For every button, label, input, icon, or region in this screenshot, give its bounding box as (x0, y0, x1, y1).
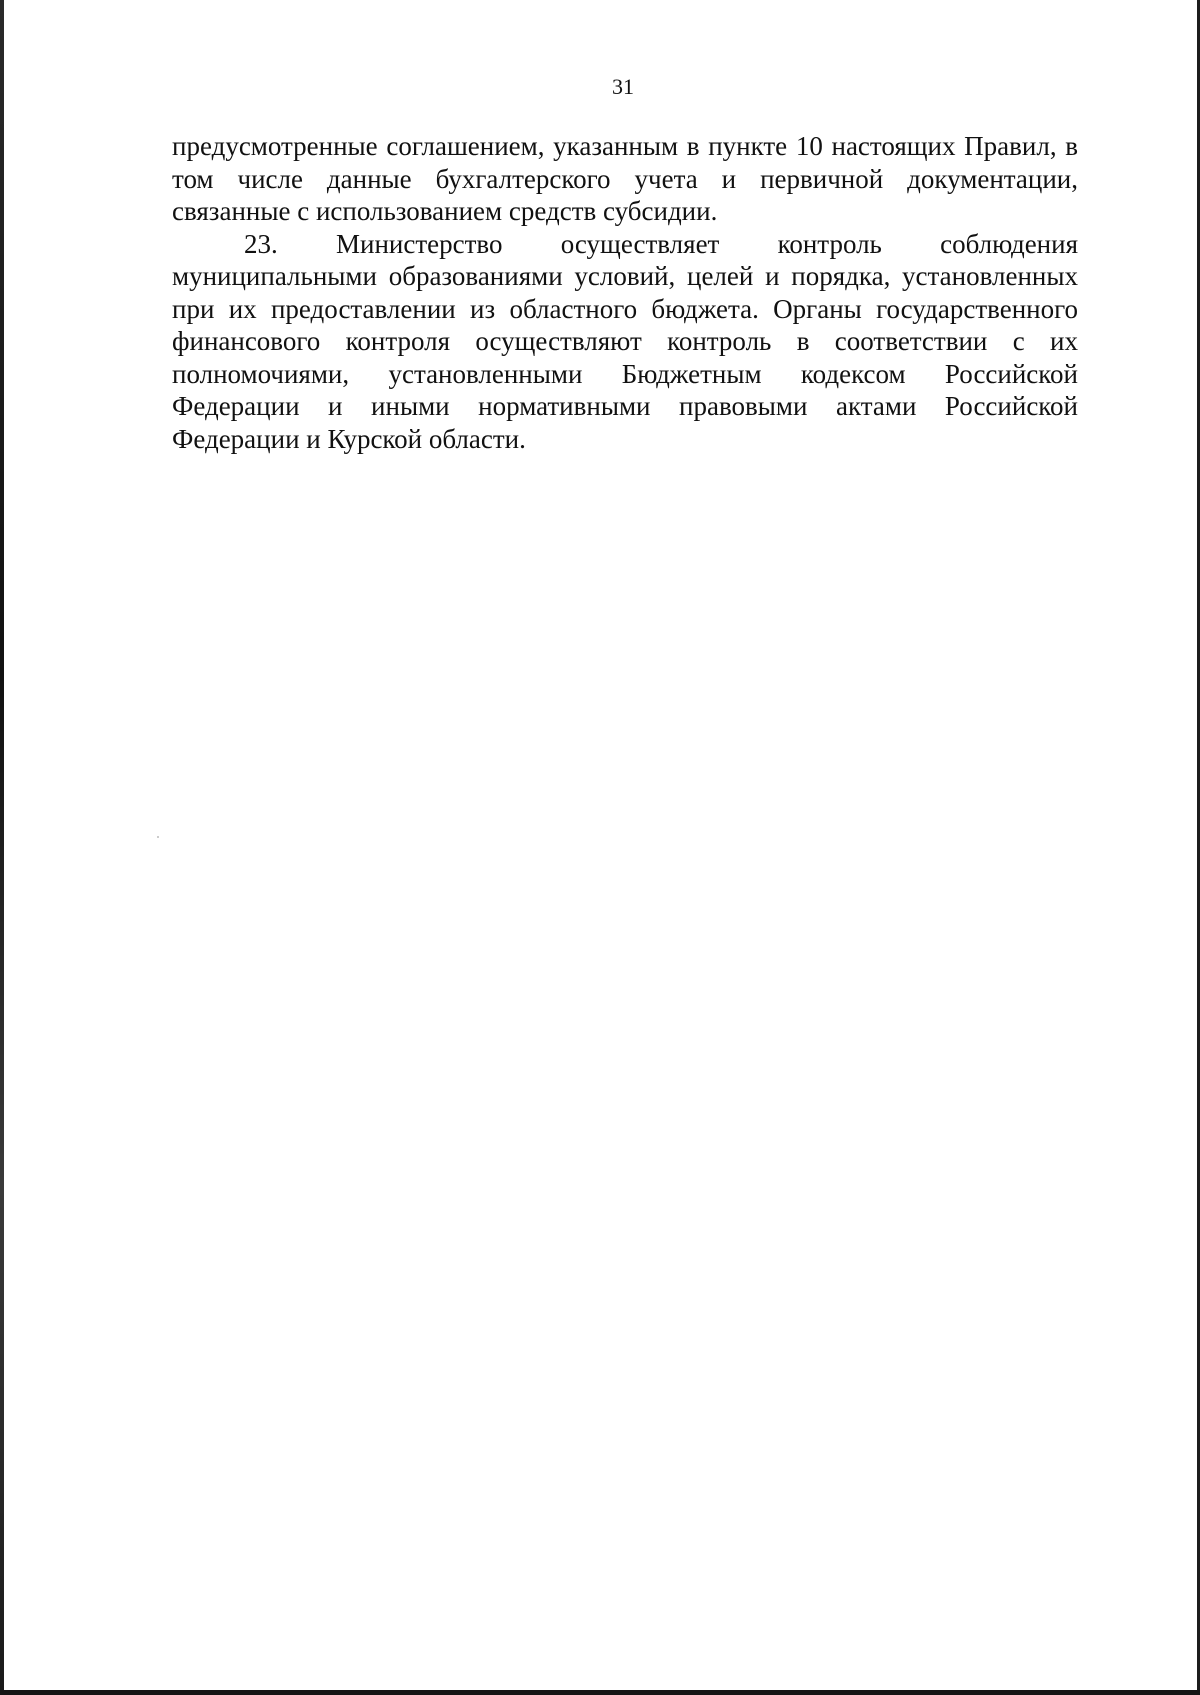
paragraph-continuation: предусмотренные соглашением, указанным в пункте 10 настоящих Правил, в том числе данные бухгалтерского учета и первичной документации, связанные с использованием средств субсидии. (172, 131, 1078, 226)
scan-speck (157, 836, 159, 838)
scan-edge-left (0, 0, 4, 1695)
page-number: 31 (612, 74, 634, 99)
paragraph-clause-23: 23. Министерство осуществляет контроль соблюдения муниципальными образованиями условий, целей и порядка, установленных при их предоставлении из областного бюджета. Органы государственного финансового контроля осуществляют контроль в соответствии с их полномочиями, установленными Бюджетным кодексом Российской Федерации и иными нормативными правовыми актами Российской Федерации и Курской области. (172, 228, 1078, 454)
document-body (172, 130, 1078, 455)
scan-edge-bottom (0, 1690, 1200, 1695)
